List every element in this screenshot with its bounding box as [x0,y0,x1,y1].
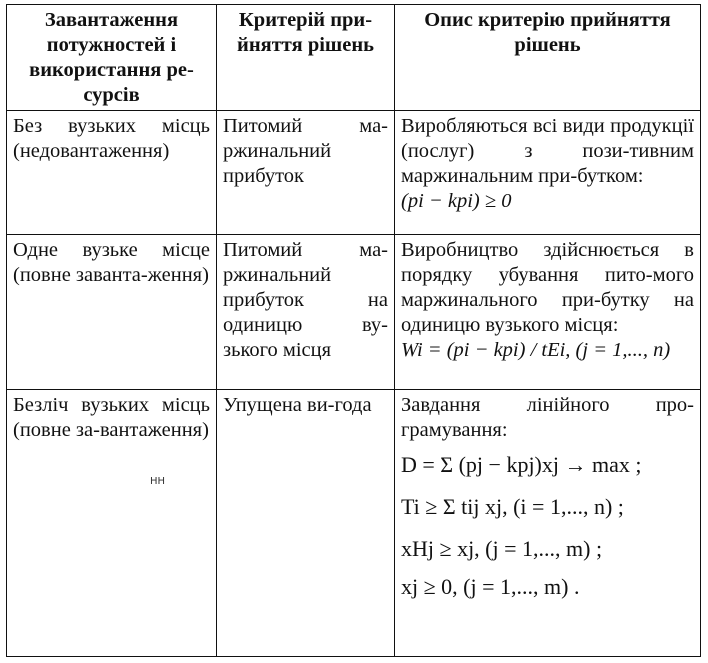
formula-objective: D = Σ (pj − kpj)xj → max ; [401,452,642,477]
cell-description [395,111,701,235]
table-row [7,390,701,657]
formula: (pi − kpi) ≥ 0 [401,190,512,212]
cell-load: Одне вузьке місце (повне заванта-ження) [7,235,217,390]
description-text: Виробництво здійснюється в порядку убування пито-мого маржинального при-бутку на одиницю вузького місця: [401,239,694,336]
cell-criterion: Упущена ви-года [217,390,395,657]
header-row [7,5,701,111]
table-row [7,235,701,390]
cell-load: Безліч вузьких місць (повне за-вантаження) [7,390,217,657]
cell-criterion: Питомий ма-ржинальний прибуток [217,111,395,235]
header-load: Завантаження потужностей і використання ре-сурсів [7,5,217,111]
formula: Wi = (pi − kpi) / tEi, (j = 1,..., n) [401,339,671,361]
table-row [7,111,701,235]
formula-capacity: Ti ≥ Σ tij xj, (i = 1,..., n) ; [401,494,624,519]
description-text: Завдання лінійного про-грамування: [401,394,694,441]
header-description: Опис критерію прийняття рішень [395,5,701,111]
header-criterion: Критерій при-йняття рішень [217,5,395,111]
cell-load: Без вузьких місць (недовантаження) [7,111,217,235]
description-text: Виробляються всі види продукції (послуг) з пози-тивним маржинальним при-бутком: [401,115,694,187]
cell-criterion: Питомий ма-ржинальний прибуток на одиницю ву-зького місця [217,235,395,390]
stamp-mark: HH [150,476,166,487]
decision-criteria-table [6,4,701,657]
formula-nonneg: xj ≥ 0, (j = 1,..., m) . [401,574,580,599]
formula-demand: xHj ≥ xj, (j = 1,..., m) ; [401,536,603,561]
cell-description [395,235,701,390]
cell-description [395,390,701,657]
